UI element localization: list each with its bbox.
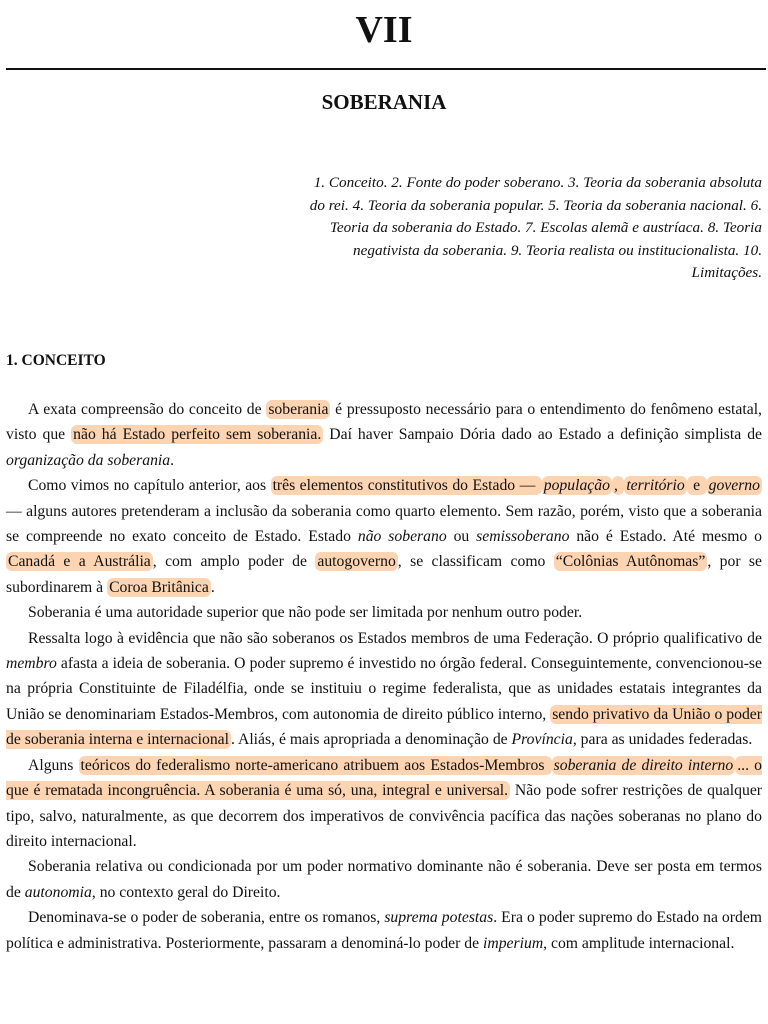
body-paragraph: Como vimos no capítulo anterior, aos três elementos constitutivos do Estado — população , território e governo — alguns autores pretenderam a inclusão da soberania como quarto elemento. Sem razão, porém, visto que a soberania se compreende no exato conceito de Estado. Estado não soberano ou semissoberano não é Estado. Até mesmo o Canadá e a Austrália , com amplo poder de autogoverno , se classificam como “Colônias Autônomas” , por se subordinarem à Coroa Britânica . — [6, 477, 763, 596]
body-paragraph: Denominava-se o poder de soberania, entre os romanos, suprema potestas. Era o poder supremo do Estado na ordem política e administrativa. Posteriormente, passaram a denominá-lo poder de imperium, com amplitude internacional. — [6, 909, 763, 952]
body-paragraph: A exata compreensão do conceito de soberania é pressuposto necessário para o entendimento do fenômeno estatal, visto que não há Estado perfeito sem soberania. Daí haver Sampaio Dória dado ao Estado a definição simplista de organização da soberania. — [6, 401, 762, 469]
body-paragraph: Ressalta logo à evidência que não são soberanos os Estados membros de uma Federação. O próprio qualificativo de membro afasta a ideia de soberania. O poder supremo é investido no órgão federal. Conseguintemente, convencionou-se na própria Constituinte de Filadélfia, onde se instituiu o regime federalista, que as unidades estatais integrantes da União se denominariam Estados-Membros, com autonomia de direito público interno, sendo privativo da União o poder de soberania interna e internacional . Aliás, é mais apropriada a denominação de Província, para as unidades federadas. — [6, 629, 762, 749]
section-heading: 1. CONCEITO — [6, 352, 106, 369]
highlighted-italic-text: população — [543, 477, 610, 495]
highlighted-text: , — [613, 477, 623, 495]
highlighted-italic-text: governo — [708, 477, 760, 495]
italic-text: semissoberano — [476, 528, 570, 546]
italic-text: suprema potestas — [384, 909, 494, 927]
highlighted-text: Coroa Britânica — [109, 578, 209, 596]
highlighted-text: e — [688, 477, 705, 495]
highlighted-italic-text: território — [626, 477, 685, 495]
italic-text: membro — [6, 655, 57, 673]
italic-text: Província — [511, 731, 573, 749]
chapter-summary: 1. Conceito. 2. Fonte do poder soberano. 3. Teoria da soberania absoluta do rei. 4. Teoria da soberania popular. 5. Teoria da soberania nacional. 6. Teoria da soberania do Estado. 7. Escolas alemã e austríaca. 8. Teoria negativista da soberania. 9. Teoria realista ou institucionalista. 10. Limitações. — [309, 174, 762, 282]
highlighted-text: não há Estado perfeito sem soberania. — [73, 426, 322, 444]
highlighted-text: teóricos do federalismo norte-americano atribuem aos Estados-Membros — [80, 756, 550, 774]
chapter-divider — [6, 68, 766, 70]
highlighted-text: soberania — [268, 401, 329, 418]
chapter-title: SOBERANIA — [321, 90, 447, 114]
italic-text: organização da soberania — [6, 451, 171, 469]
highlighted-text: três elementos constitutivos do Estado — — [272, 477, 540, 495]
italic-text: imperium — [483, 934, 544, 952]
body-paragraph: Soberania relativa ou condicionada por um poder normativo dominante não é soberania. Deve ser posta em termos de autonomia, no contexto geral do Direito. — [6, 858, 762, 901]
highlighted-text: “Colônias Autônomas” — [555, 553, 706, 571]
body-text — [6, 397, 762, 956]
body-paragraph: Soberania é uma autoridade superior que não pode ser limitada por nenhum outro poder. — [28, 604, 583, 622]
highlighted-text: sendo privativo da União o poder de soberania interna e internacional — [6, 705, 762, 749]
highlighted-text: ... o que é rematada incongruência. A soberania é uma só, una, integral e universal. — [6, 756, 763, 800]
italic-text: autonomia — [24, 883, 92, 901]
italic-text: não soberano — [357, 528, 447, 546]
body-paragraph: Alguns teóricos do federalismo norte-americano atribuem aos Estados-Membros soberania de direito interno ... o que é rematada incongruência. A soberania é uma só, una, integral e universal. Não pode sofrer restrições de qualquer tipo, salvo, naturalmente, as que decorrem dos imperativos de convivência pacífica das nações soberanas no plano do direito internacional. — [6, 756, 763, 850]
chapter-number: VII — [355, 9, 413, 51]
highlighted-italic-text: soberania de direito interno — [553, 756, 734, 774]
highlighted-text: autogoverno — [317, 553, 396, 571]
highlighted-text: Canadá e a Austrália — [8, 553, 151, 571]
